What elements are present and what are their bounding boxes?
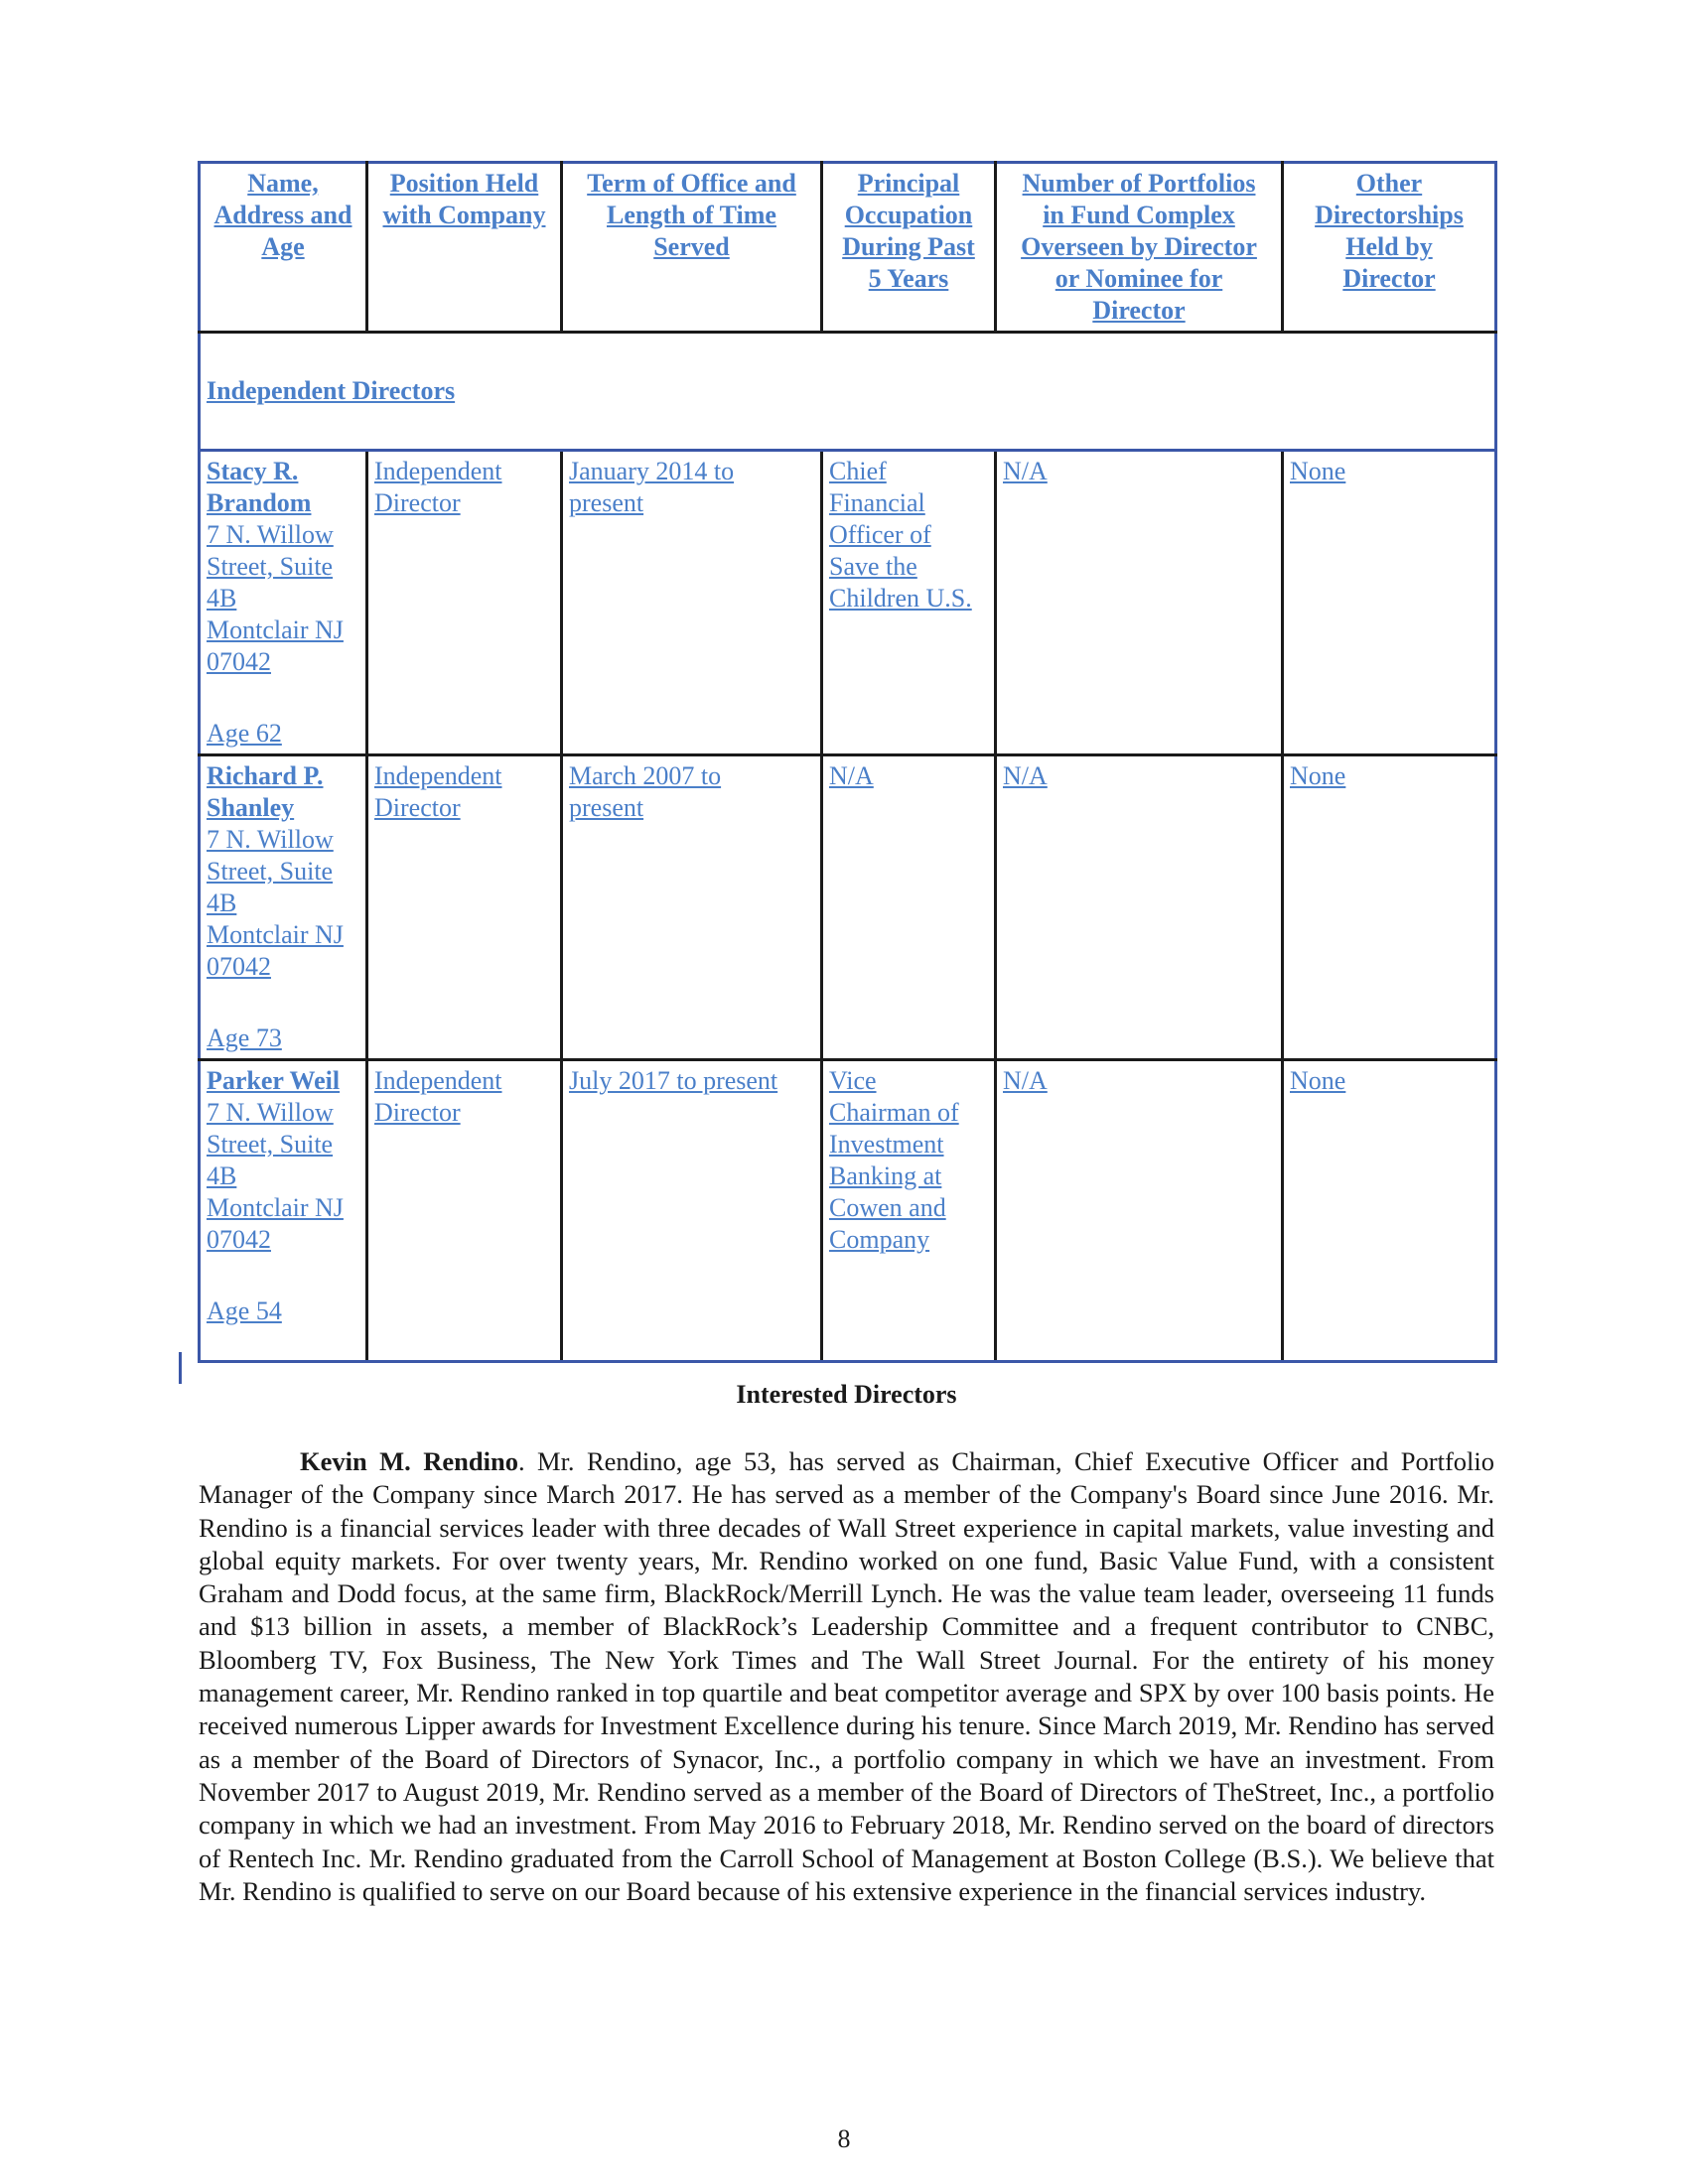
- position-text[interactable]: Director: [374, 793, 461, 822]
- header-link[interactable]: Other: [1355, 169, 1423, 198]
- header-link[interactable]: Occupation: [844, 201, 973, 229]
- portfolios-text[interactable]: N/A: [1003, 457, 1048, 485]
- occupation-text[interactable]: Company: [829, 1225, 930, 1254]
- term-text[interactable]: present: [569, 488, 644, 517]
- section-row: [200, 333, 1496, 451]
- other-directorships-text[interactable]: None: [1290, 1066, 1346, 1095]
- spacer: [207, 983, 359, 1023]
- header-position: [367, 163, 562, 333]
- occupation-text[interactable]: Vice: [829, 1066, 877, 1095]
- address-line[interactable]: 7 N. Willow: [207, 825, 334, 854]
- position-cell: [367, 755, 562, 1060]
- header-link[interactable]: or Nominee for: [1055, 264, 1223, 293]
- position-text[interactable]: Independent: [374, 457, 502, 485]
- director-name[interactable]: Shanley: [207, 793, 295, 822]
- address-line[interactable]: 7 N. Willow: [207, 1098, 334, 1127]
- director-age[interactable]: Age 73: [207, 1024, 282, 1052]
- header-other-directorships: [1283, 163, 1496, 333]
- name-address-cell: [200, 755, 367, 1060]
- portfolios-cell: [996, 755, 1283, 1060]
- occupation-text[interactable]: Children U.S.: [829, 584, 972, 613]
- header-link[interactable]: Address and: [213, 201, 352, 229]
- other-directorships-text[interactable]: None: [1290, 761, 1346, 790]
- director-name[interactable]: Stacy R.: [207, 457, 299, 485]
- section-title[interactable]: Independent Directors: [207, 376, 456, 405]
- position-cell: [367, 451, 562, 755]
- header-occupation: [822, 163, 996, 333]
- other-directorships-text[interactable]: None: [1290, 457, 1346, 485]
- table-row: [200, 1060, 1496, 1362]
- header-link[interactable]: Director: [1092, 296, 1186, 325]
- address-line[interactable]: 07042: [207, 952, 271, 981]
- header-link[interactable]: Overseen by Director: [1021, 232, 1257, 261]
- address-line[interactable]: 07042: [207, 647, 271, 676]
- header-link[interactable]: Age: [261, 232, 305, 261]
- term-cell: [562, 1060, 822, 1362]
- header-link[interactable]: Term of Office and: [587, 169, 796, 198]
- header-name: [200, 163, 367, 333]
- directors-table: [198, 161, 1497, 1363]
- address-line[interactable]: 4B: [207, 584, 237, 613]
- director-name[interactable]: Richard P.: [207, 761, 324, 790]
- occupation-cell: [822, 451, 996, 755]
- header-term: [562, 163, 822, 333]
- position-text[interactable]: Independent: [374, 761, 502, 790]
- position-text[interactable]: Director: [374, 488, 461, 517]
- address-line[interactable]: 07042: [207, 1225, 271, 1254]
- page-number: 8: [837, 2124, 851, 2153]
- occupation-cell: [822, 1060, 996, 1362]
- bio-text: . Mr. Rendino, age 53, has served as Chairman, Chief Executive Officer and Portfolio Manager of the Company since March 2017. He has served as a member of the Company's Board since June 2016. Mr. Rendino is a financial services leader with three decades of Wall Street experience in capital markets, value investing and global equity markets. For over twenty years, Mr. Rendino worked on one fund, Basic Value Fund, with a consistent Graham and Dodd focus, at the same firm, BlackRock/Merrill Lynch. He was the value team leader, overseeing 11 funds and $13 billion in assets, a member of BlackRock’s Leadership Committee and a frequent contributor to CNBC, Bloomberg TV, Fox Business, The New York Times and The Wall Street Journal. For the entirety of his money management career, Mr. Rendino ranked in top quartile and beat competitor average and SPX by over 100 basis points. He received numerous Lipper awards for Investment Excellence during his tenure. Since March 2019, Mr. Rendino has served as a member of the Board of Directors of Synacor, Inc., a portfolio company in which we have an investment. From November 2017 to August 2019, Mr. Rendino served as a member of the Board of Directors of TheStreet, Inc., a portfolio company in which we had an investment. From May 2016 to February 2018, Mr. Rendino served on the board of directors of Rentech Inc. Mr. Rendino graduated from the Carroll School of Management at Boston College (B.S.). We believe that Mr. Rendino is qualified to serve on our Board because of his extensive experience in the financial services industry.: [199, 1446, 1495, 1906]
- portfolios-text[interactable]: N/A: [1003, 761, 1048, 790]
- occupation-cell: [822, 755, 996, 1060]
- occupation-text[interactable]: Save the: [829, 552, 917, 581]
- address-line[interactable]: Street, Suite: [207, 552, 334, 581]
- term-cell: [562, 755, 822, 1060]
- header-link[interactable]: Principal: [857, 169, 960, 198]
- director-name[interactable]: Parker Weil: [207, 1066, 341, 1095]
- bio-paragraph: [199, 1445, 1494, 1908]
- position-text[interactable]: Independent: [374, 1066, 502, 1095]
- address-line[interactable]: 4B: [207, 1161, 237, 1190]
- name-address-cell: [200, 1060, 367, 1362]
- term-text[interactable]: January 2014 to: [569, 457, 735, 485]
- position-cell: [367, 1060, 562, 1362]
- header-link[interactable]: Length of Time: [607, 201, 776, 229]
- header-link[interactable]: Held by: [1345, 232, 1433, 261]
- occupation-text[interactable]: Investment: [829, 1130, 944, 1159]
- text-cursor: [179, 1352, 182, 1384]
- director-name[interactable]: Brandom: [207, 488, 312, 517]
- address-line[interactable]: 7 N. Willow: [207, 520, 334, 549]
- address-line[interactable]: Montclair NJ: [207, 1193, 344, 1222]
- header-link[interactable]: Name,: [247, 169, 319, 198]
- table-header-row: [200, 163, 1496, 333]
- occupation-text[interactable]: Officer of: [829, 520, 931, 549]
- term-text[interactable]: present: [569, 793, 644, 822]
- address-line[interactable]: Montclair NJ: [207, 615, 344, 644]
- header-link[interactable]: Number of Portfolios: [1022, 169, 1256, 198]
- other-directorships-cell: [1283, 1060, 1496, 1362]
- occupation-text[interactable]: Chairman of: [829, 1098, 959, 1127]
- header-link[interactable]: 5 Years: [868, 264, 949, 293]
- table-row: [200, 755, 1496, 1060]
- occupation-text[interactable]: Cowen and: [829, 1193, 946, 1222]
- address-line[interactable]: Street, Suite: [207, 1130, 334, 1159]
- occupation-text[interactable]: Chief: [829, 457, 887, 485]
- interested-directors-heading: Interested Directors: [736, 1380, 957, 1409]
- term-cell: [562, 451, 822, 755]
- name-address-cell: [200, 451, 367, 755]
- address-line[interactable]: 4B: [207, 888, 237, 917]
- director-age[interactable]: Age 54: [207, 1297, 282, 1325]
- header-link[interactable]: Director: [1342, 264, 1436, 293]
- spacer: [207, 1256, 359, 1296]
- table-row: [200, 451, 1496, 755]
- header-link[interactable]: Position Held: [389, 169, 539, 198]
- occupation-text[interactable]: Financial: [829, 488, 925, 517]
- header-link[interactable]: in Fund Complex: [1043, 201, 1235, 229]
- bio-name: Kevin M. Rendino: [300, 1446, 518, 1476]
- term-text[interactable]: March 2007 to: [569, 761, 722, 790]
- spacer: [207, 678, 359, 718]
- director-age[interactable]: Age 62: [207, 719, 282, 748]
- other-directorships-cell: [1283, 451, 1496, 755]
- portfolios-cell: [996, 451, 1283, 755]
- occupation-text[interactable]: N/A: [829, 761, 874, 790]
- occupation-text[interactable]: Banking at: [829, 1161, 942, 1190]
- header-link[interactable]: Served: [653, 232, 730, 261]
- header-portfolios: [996, 163, 1283, 333]
- position-text[interactable]: Director: [374, 1098, 461, 1127]
- other-directorships-cell: [1283, 755, 1496, 1060]
- header-link[interactable]: with Company: [382, 201, 546, 229]
- term-text[interactable]: July 2017 to present: [569, 1066, 778, 1095]
- header-link[interactable]: During Past: [842, 232, 975, 261]
- portfolios-text[interactable]: N/A: [1003, 1066, 1048, 1095]
- address-line[interactable]: Street, Suite: [207, 857, 334, 886]
- header-link[interactable]: Directorships: [1315, 201, 1464, 229]
- address-line[interactable]: Montclair NJ: [207, 920, 344, 949]
- section-title-cell: [200, 333, 1496, 451]
- portfolios-cell: [996, 1060, 1283, 1362]
